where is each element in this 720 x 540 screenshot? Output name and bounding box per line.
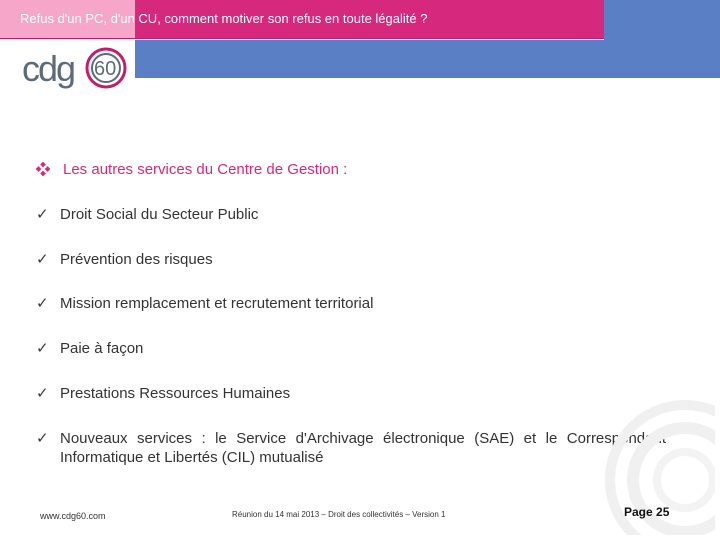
list-item-label: Prestations Ressources Humaines (60, 385, 291, 402)
list-item-label: Paie à façon (60, 340, 144, 357)
checkmark-icon: ✓ (36, 339, 49, 357)
checkmark-icon: ✓ (36, 429, 49, 447)
list-item-label: Nouveaux services : le Service d'Archivage électronique (SAE) et le Correspondant Informatique et Libertés (CIL) mutualisé (60, 430, 666, 466)
checkmark-icon: ✓ (36, 384, 49, 402)
cdg60-logo (22, 42, 132, 94)
title-bar (0, 0, 604, 39)
diamond-bullet-icon (36, 162, 50, 176)
list-item-label: Droit Social du Secteur Public (60, 206, 259, 223)
slide-title: Refus d'un PC, d'un CU, comment motiver son refus en toute légalité ? (20, 11, 428, 26)
header-blue-band (135, 40, 720, 78)
checkmark-icon: ✓ (36, 205, 49, 223)
footer-meeting-info: Réunion du 14 mai 2013 – Droit des collectivités – Version 1 (232, 510, 446, 519)
logo-60-emblem-icon (82, 42, 138, 94)
list-item-label: Prévention des risques (60, 251, 213, 268)
logo-wordmark: cdg (22, 48, 75, 89)
page-number: Page 25 (624, 505, 670, 519)
section-heading-text: Les autres services du Centre de Gestion : (63, 161, 348, 178)
footer-website[interactable]: www.cdg60.com (40, 511, 106, 521)
header-corner-band (604, 0, 720, 40)
svg-text:60: 60 (94, 58, 117, 80)
checkmark-icon: ✓ (36, 294, 49, 312)
checkmark-icon: ✓ (36, 250, 49, 268)
list-item-label: Mission remplacement et recrutement territorial (60, 295, 374, 312)
